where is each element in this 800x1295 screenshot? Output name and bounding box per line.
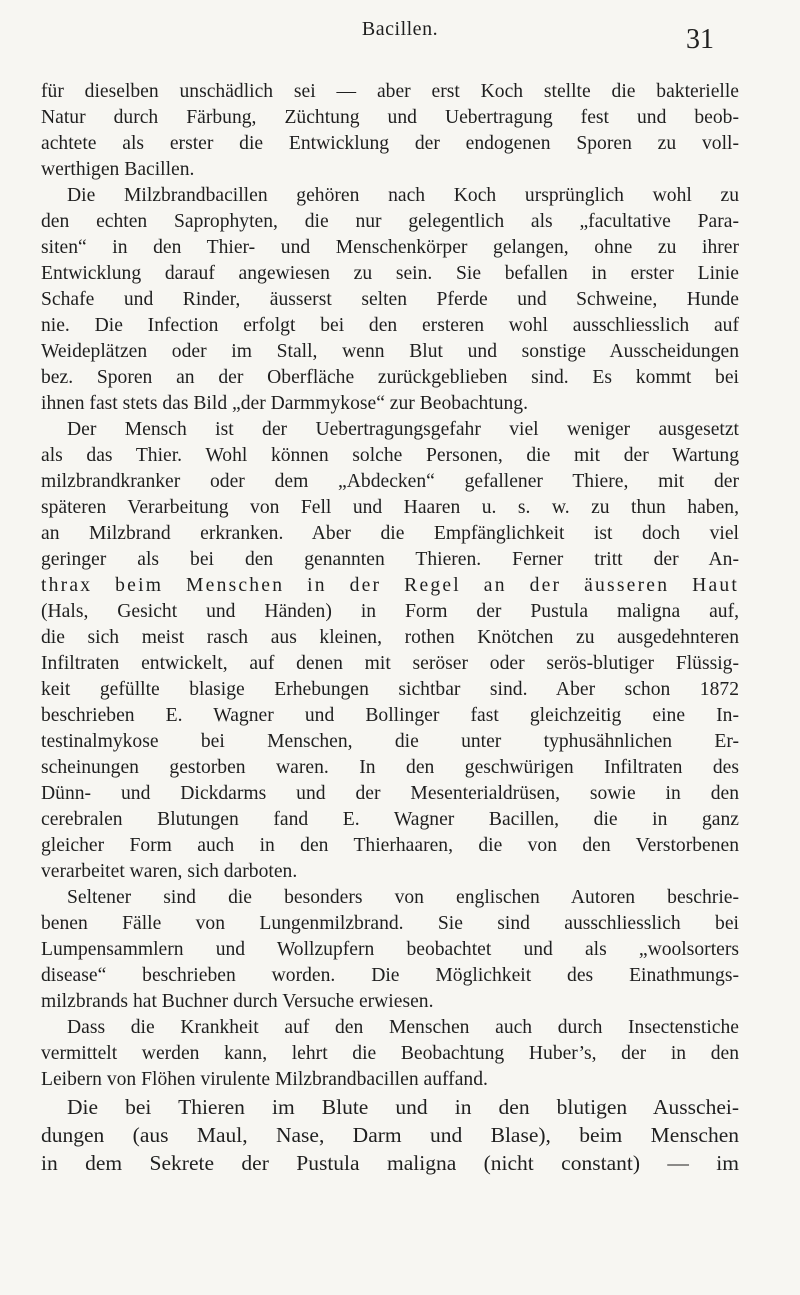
text-line: gleicher Form auch in den Thierhaaren, die von den Verstorbenen [41, 835, 739, 856]
text-line: Infiltraten entwickelt, auf denen mit seröser oder serös-blutiger Flüssig- [41, 653, 739, 674]
text-line: testinalmykose bei Menschen, die unter typhusähnlichen Er- [41, 731, 739, 752]
text-line: achtete als erster die Entwicklung der endogenen Sporen zu voll- [41, 133, 739, 154]
text-line: für dieselben unschädlich sei — aber erst Koch stellte die bakterielle [41, 81, 739, 102]
text-line: den echten Saprophyten, die nur gelegentlich als „facultative Para- [41, 211, 739, 232]
page-number: 31 [686, 24, 714, 55]
text-line: Weideplätzen oder im Stall, wenn Blut und sonstige Ausscheidungen [41, 341, 739, 362]
text-line: beschrieben E. Wagner und Bollinger fast gleichzeitig eine In- [41, 705, 739, 726]
text-line: milzbrandkranker oder dem „Abdecken“ gefallener Thiere, mit der [41, 471, 739, 492]
paragraph-1 [41, 79, 739, 183]
running-head: Bacillen. [361, 18, 439, 40]
text-line: Natur durch Färbung, Züchtung und Uebertragung fest und beob- [41, 107, 739, 128]
page-header [0, 14, 800, 54]
paragraph-5 [41, 1015, 739, 1093]
text-line: Seltener sind die besonders von englischen Autoren beschrie- [67, 887, 739, 908]
text-line: Schafe und Rinder, äusserst selten Pferde und Schweine, Hunde [41, 289, 739, 310]
text-line: milzbrands hat Buchner durch Versuche erwiesen. [41, 991, 434, 1012]
text-line: nie. Die Infection erfolgt bei den ersteren wohl ausschliesslich auf [41, 315, 739, 336]
text-line: cerebralen Blutungen fand E. Wagner Bacillen, die in ganz [41, 809, 739, 830]
text-line: als das Thier. Wohl können solche Personen, die mit der Wartung [41, 445, 739, 466]
text-line: benen Fälle von Lungenmilzbrand. Sie sind ausschliesslich bei [41, 913, 739, 934]
text-line: disease“ beschrieben worden. Die Möglichkeit des Einathmungs- [41, 965, 739, 986]
text-line: Die bei Thieren im Blute und in den blutigen Ausschei- [67, 1095, 739, 1119]
text-line: Der Mensch ist der Uebertragungsgefahr viel weniger ausgesetzt [67, 419, 739, 440]
text-line: verarbeitet waren, sich darboten. [41, 861, 298, 882]
text-line: in dem Sekrete der Pustula maligna (nicht constant) — im [41, 1151, 739, 1175]
text-line: die sich meist rasch aus kleinen, rothen Knötchen zu ausgedehnteren [41, 627, 739, 648]
body-text [41, 79, 739, 1177]
text-line: thrax beim Menschen in der Regel an der äusseren Haut [41, 575, 739, 596]
text-line: werthigen Bacillen. [41, 159, 195, 180]
text-line: Leibern von Flöhen virulente Milzbrandbacillen auffand. [41, 1069, 488, 1090]
text-line: Dass die Krankheit auf den Menschen auch durch Insectenstiche [67, 1017, 739, 1038]
text-line: (Hals, Gesicht und Händen) in Form der Pustula maligna auf, [41, 601, 739, 622]
paragraph-2 [41, 183, 739, 417]
text-line: späteren Verarbeitung von Fell und Haaren u. s. w. zu thun haben, [41, 497, 739, 518]
text-line: keit gefüllte blasige Erhebungen sichtbar sind. Aber schon 1872 [41, 679, 739, 700]
paragraph-4 [41, 885, 739, 1015]
text-line: Dünn- und Dickdarms und der Mesenterialdrüsen, sowie in den [41, 783, 739, 804]
text-line: Lumpensammlern und Wollzupfern beobachtet und als „woolsorters [41, 939, 739, 960]
text-line: Die Milzbrandbacillen gehören nach Koch ursprünglich wohl zu [67, 185, 739, 206]
text-line: Entwicklung darauf angewiesen zu sein. Sie befallen in erster Linie [41, 263, 739, 284]
text-line: an Milzbrand erkranken. Aber die Empfänglichkeit ist doch viel [41, 523, 739, 544]
text-line: siten“ in den Thier- und Menschenkörper gelangen, ohne zu ihrer [41, 237, 739, 258]
text-line: bez. Sporen an der Oberfläche zurückgeblieben sind. Es kommt bei [41, 367, 739, 388]
text-line: dungen (aus Maul, Nase, Darm und Blase), beim Menschen [41, 1123, 739, 1147]
text-line: ihnen fast stets das Bild „der Darmmykose“ zur Beobachtung. [41, 393, 528, 414]
text-line: geringer als bei den genannten Thieren. Ferner tritt der An- [41, 549, 739, 570]
text-line: vermittelt werden kann, lehrt die Beobachtung Huber’s, der in den [41, 1043, 739, 1064]
paragraph-3 [41, 417, 739, 885]
paragraph-6 [41, 1093, 739, 1177]
text-line: scheinungen gestorben waren. In den geschwürigen Infiltraten des [41, 757, 739, 778]
